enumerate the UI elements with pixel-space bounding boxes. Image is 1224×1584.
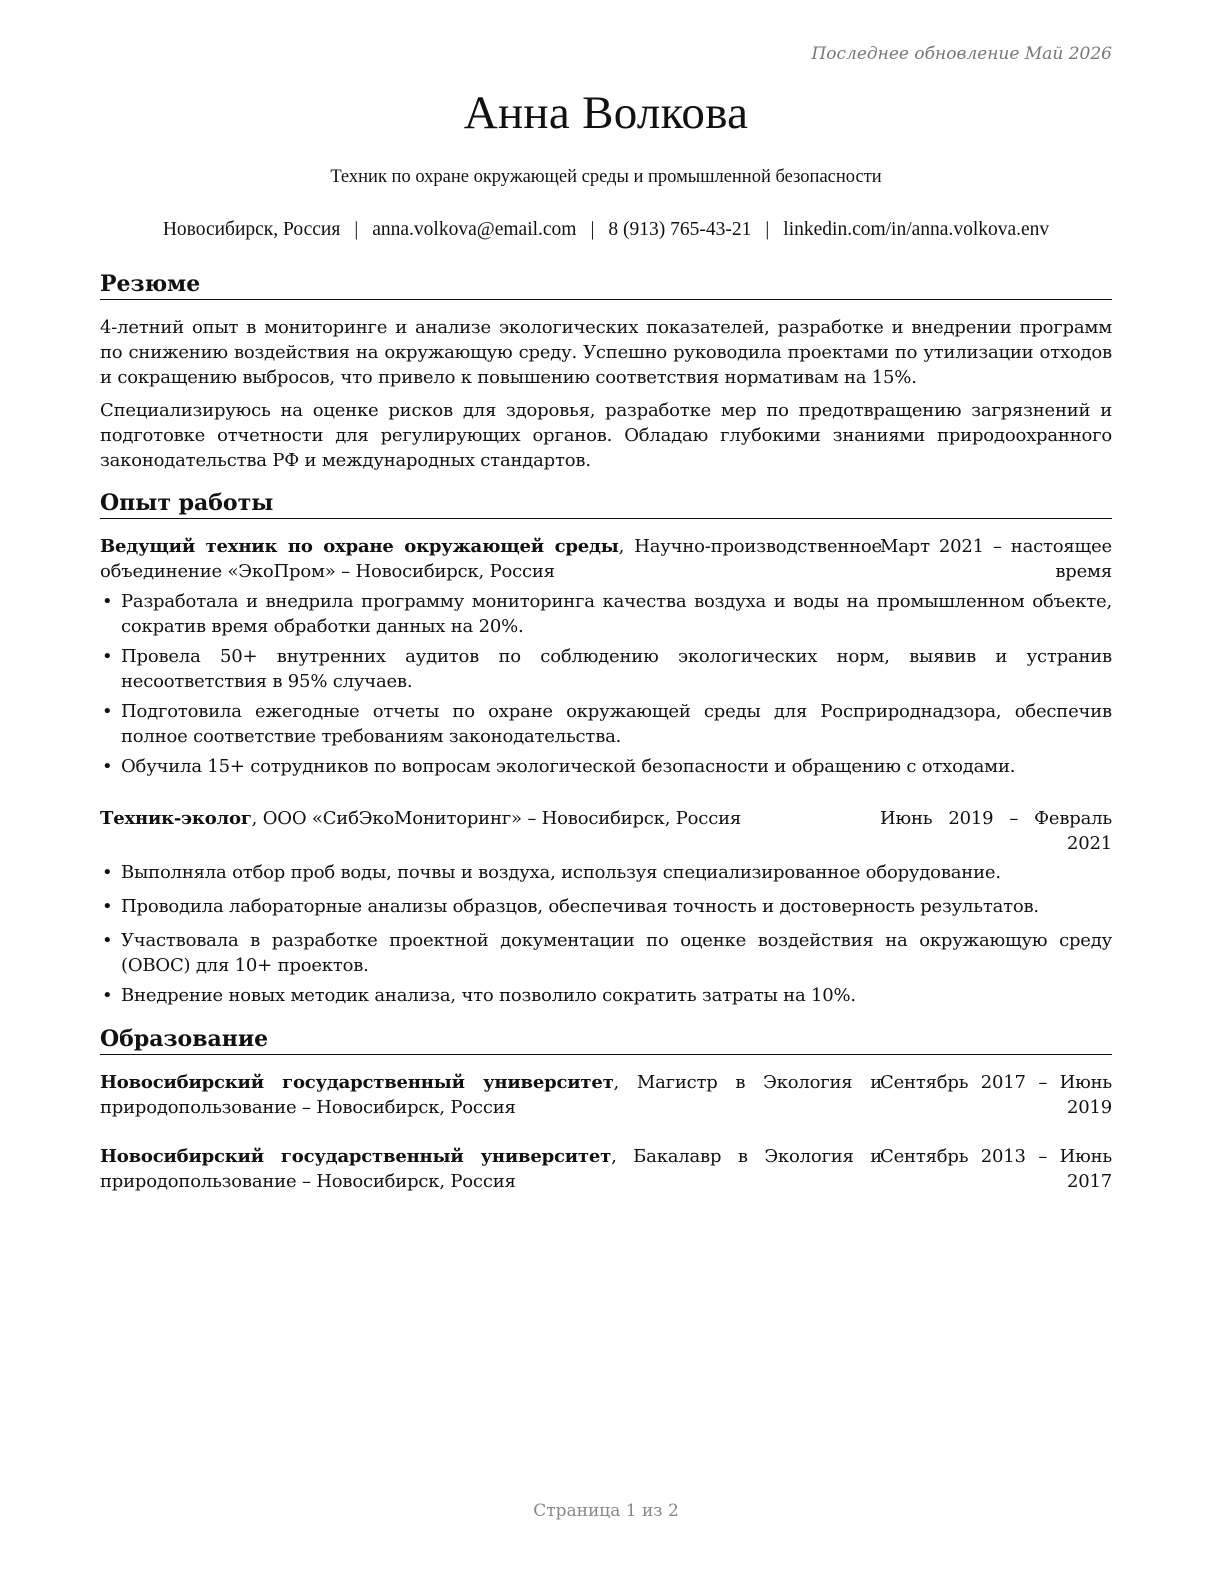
job-position: Техник-эколог (100, 808, 252, 829)
summary-paragraph: 4-летний опыт в мониторинге и анализе экологических показателей, разработке и внедрении программ по снижению воздействия на окружающую среду. Успешно руководила проектами по утилизации отходов и сокращению выбросов, что привело к повышению соответствия нормативам на 15%. (100, 317, 1112, 388)
education-degree: , Магистр в Экология и природопользование – Новосибирск, Россия (100, 1072, 883, 1118)
contact-city: Новосибирск, Россия (162, 219, 341, 240)
job-position: Ведущий техник по охране окружающей среды (100, 536, 619, 557)
summary-section (100, 271, 1112, 473)
job-dates: Июнь 2019 – Февраль 2021 (880, 808, 1112, 854)
summary-paragraph: Специализируюсь на оценке рисков для здоровья, разработке мер по предотвращению загрязнений и подготовке отчетности для регулирующих органов. Обладаю глубокими знаниями природоохранного законодательства РФ и международных стандартов. (100, 400, 1112, 471)
section-title-experience: Опыт работы (100, 490, 1112, 519)
job-dates: Март 2021 – настоящее время (880, 536, 1112, 582)
contact-line (80, 219, 1132, 241)
list-item: • Провела 50+ внутренних аудитов по соблюдению экологических норм, выявив и устранив несоответствия в 95% случаев. (100, 644, 1112, 694)
job-info (100, 534, 882, 584)
list-item: • Выполняла отбор проб воды, почвы и воздуха, используя специализированное оборудование. (100, 860, 1112, 885)
page-number: Страница 1 из 2 (533, 1501, 679, 1521)
job-company: , ООО «СибЭкоМониторинг» – Новосибирск, Россия (251, 808, 742, 829)
contact-separator: | (354, 219, 359, 240)
education-dates: Сентябрь 2013 – Июнь 2017 (880, 1146, 1112, 1192)
list-item: • Подготовила ежегодные отчеты по охране окружающей среды для Росприроднадзора, обеспечив полное соответствие требованиям законодательства. (100, 699, 1112, 749)
contact-separator: | (590, 219, 595, 240)
job-info (100, 806, 882, 831)
section-title-summary: Резюме (100, 271, 1112, 300)
job-company: , Научно-производственное объединение «ЭкоПром» – Новосибирск, Россия (100, 536, 882, 582)
experience-section (100, 490, 1112, 1008)
education-entry (100, 1070, 1112, 1120)
list-item: • Обучила 15+ сотрудников по вопросам экологической безопасности и обращению с отходами. (100, 754, 1112, 779)
education-institution: Новосибирский государственный университет (100, 1072, 614, 1093)
job-achievements (100, 589, 1112, 779)
section-title-education: Образование (100, 1026, 1112, 1055)
list-item: • Проводила лабораторные анализы образцов, обеспечивая точность и достоверность результатов. (100, 894, 1112, 919)
education-info (100, 1144, 882, 1194)
resume-page (100, 0, 1112, 1584)
job-header (100, 806, 1112, 854)
education-degree: , Бакалавр в Экология и природопользование – Новосибирск, Россия (100, 1146, 882, 1192)
list-item: • Участвовала в разработке проектной документации по оценке воздействия на окружающую среду (ОВОС) для 10+ проектов. (100, 928, 1112, 978)
contact-separator: | (765, 219, 770, 240)
list-item: • Внедрение новых методик анализа, что позволило сократить затраты на 10%. (100, 983, 1112, 1008)
education-dates: Сентябрь 2017 – Июнь 2019 (880, 1072, 1112, 1118)
contact-email[interactable]: anna.volkova@email.com (372, 219, 577, 240)
job-achievements (100, 860, 1112, 1008)
list-item: • Разработала и внедрила программу мониторинга качества воздуха и воды на промышленном объекте, сократив время обработки данных на 20%. (100, 589, 1112, 639)
education-institution: Новосибирский государственный университет (100, 1146, 612, 1167)
contact-phone: 8 (913) 765-43-21 (608, 219, 752, 240)
contact-linkedin[interactable]: linkedin.com/in/anna.volkova.env (783, 219, 1050, 240)
job-header (100, 534, 1112, 584)
education-info (100, 1070, 882, 1120)
candidate-name: Анна Волкова (463, 87, 749, 139)
last-updated: Последнее обновление Май 2026 (811, 44, 1112, 64)
education-section (100, 1026, 1112, 1194)
education-entry (100, 1144, 1112, 1194)
candidate-title: Техник по охране окружающей среды и промышленной безопасности (330, 167, 882, 187)
